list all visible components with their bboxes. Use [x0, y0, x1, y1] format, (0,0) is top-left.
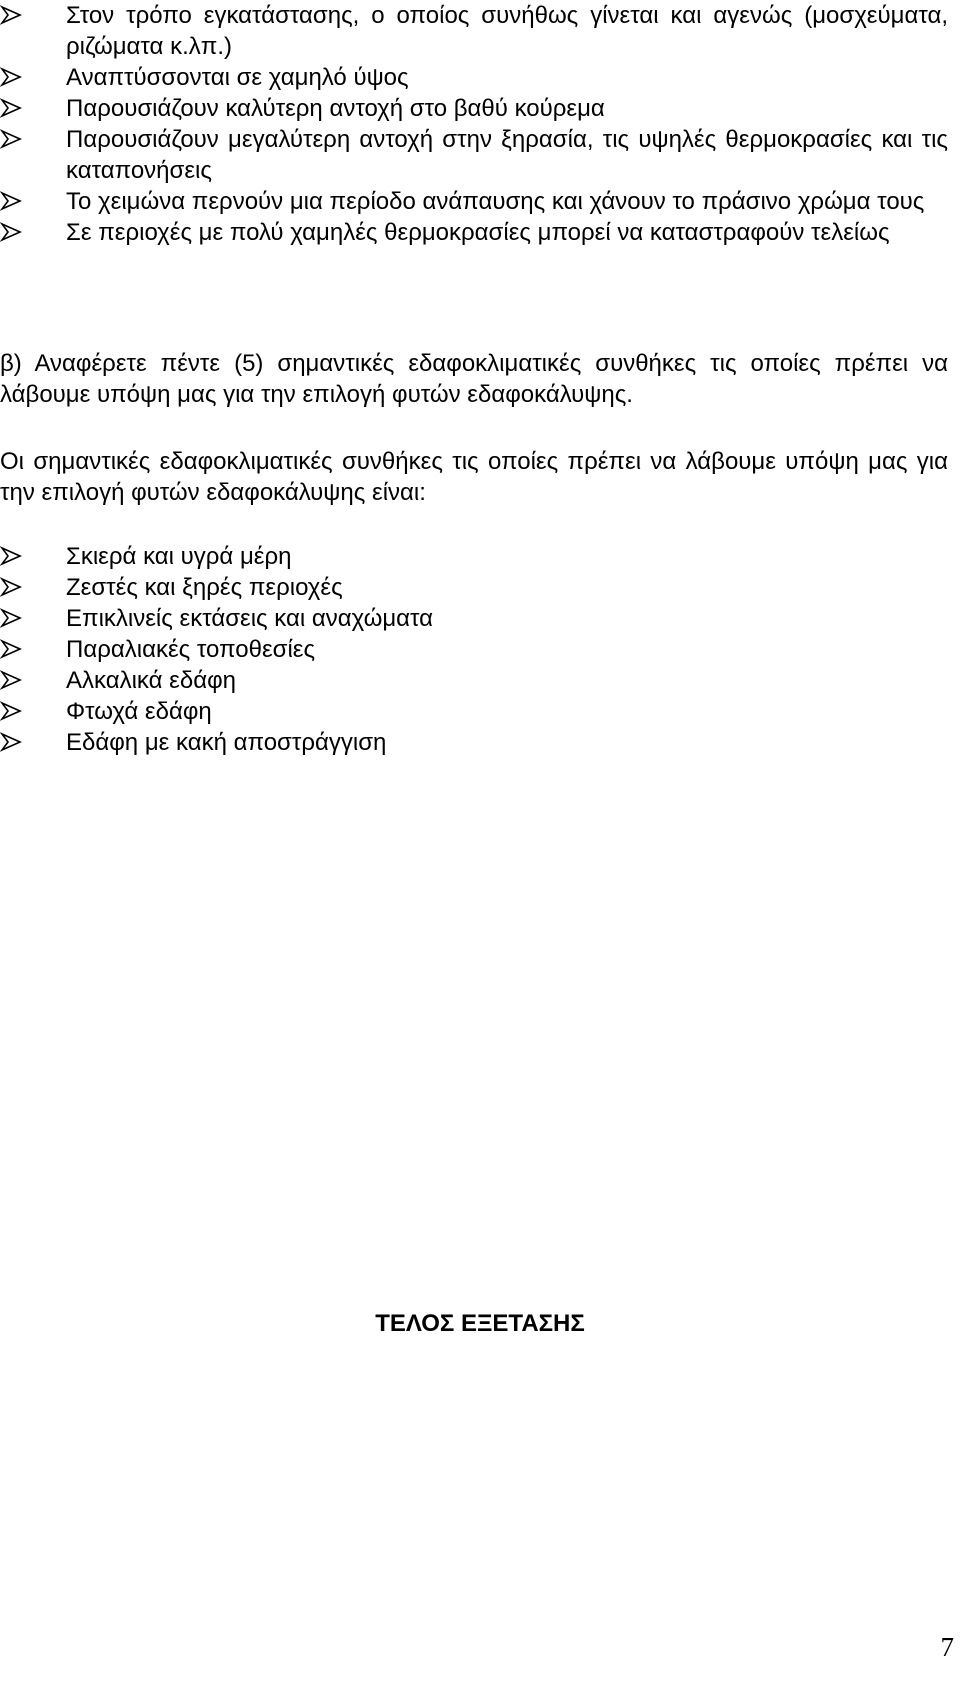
list-item — [0, 124, 948, 186]
arrowhead-bullet-icon — [0, 222, 22, 242]
list-item-text: Σε περιοχές με πολύ χαμηλές θερμοκρασίες μπορεί να καταστραφούν τελείως — [66, 219, 890, 246]
list-item-text: Αναπτύσσονται σε χαμηλό ύψος — [66, 64, 409, 91]
list-item — [0, 186, 948, 217]
page-number: 7 — [940, 1632, 954, 1662]
list-item-text: Παρουσιάζουν μεγαλύτερη αντοχή στην ξηρασία, τις υψηλές θερμοκρασίες και τις καταπονήσεις — [66, 126, 948, 184]
list-item-text: Σκιερά και υγρά μέρη — [66, 543, 292, 570]
arrowhead-bullet-icon — [0, 732, 22, 752]
arrowhead-bullet-icon — [0, 639, 22, 659]
arrowhead-bullet-icon — [0, 701, 22, 721]
conditions-list — [0, 541, 948, 758]
list-item — [0, 634, 948, 665]
arrowhead-bullet-icon — [0, 129, 22, 149]
arrowhead-bullet-icon — [0, 546, 22, 566]
answer-b-intro: Οι σημαντικές εδαφοκλιματικές συνθήκες τις οποίες πρέπει να λάβουμε υπόψη μας για την επιλογή φυτών εδαφοκάλυψης είναι: — [0, 448, 948, 506]
list-item — [0, 93, 948, 124]
list-item — [0, 696, 948, 727]
list-item-text: Ζεστές και ξηρές περιοχές — [66, 574, 343, 601]
list-item-text: Αλκαλικά εδάφη — [66, 667, 237, 694]
exam-end-heading: ΤΕΛΟΣ ΕΞΕΤΑΣΗΣ — [375, 1310, 585, 1337]
list-item — [0, 572, 948, 603]
list-item — [0, 541, 948, 572]
arrowhead-bullet-icon — [0, 670, 22, 690]
list-item-text: Φτωχά εδάφη — [66, 698, 212, 725]
list-item-text: Επικλινείς εκτάσεις και αναχώματα — [66, 605, 434, 632]
list-item-text: Στον τρόπο εγκατάστασης, ο οποίος συνήθως γίνεται και αγενώς (μοσχεύματα, ριζώματα κ.λπ.) — [66, 2, 948, 60]
list-item — [0, 603, 948, 634]
arrowhead-bullet-icon — [0, 5, 22, 25]
list-item-text: Παραλιακές τοποθεσίες — [66, 636, 316, 663]
list-item — [0, 62, 948, 93]
arrowhead-bullet-icon — [0, 608, 22, 628]
arrowhead-bullet-icon — [0, 577, 22, 597]
list-item-text: Εδάφη με κακή αποστράγγιση — [66, 729, 387, 756]
list-item — [0, 217, 948, 248]
advantages-list — [0, 0, 948, 248]
arrowhead-bullet-icon — [0, 98, 22, 118]
list-item — [0, 727, 948, 758]
list-item — [0, 0, 948, 62]
arrowhead-bullet-icon — [0, 67, 22, 87]
list-item-text: Το χειμώνα περνούν μια περίοδο ανάπαυσης και χάνουν το πράσινο χρώμα τους — [66, 188, 925, 215]
question-b-text: β) Αναφέρετε πέντε (5) σημαντικές εδαφοκλιματικές συνθήκες τις οποίες πρέπει να λάβουμε υπόψη μας για την επιλογή φυτών εδαφοκάλυψης. — [0, 350, 948, 408]
arrowhead-bullet-icon — [0, 191, 22, 211]
list-item — [0, 665, 948, 696]
list-item-text: Παρουσιάζουν καλύτερη αντοχή στο βαθύ κούρεμα — [66, 95, 605, 122]
